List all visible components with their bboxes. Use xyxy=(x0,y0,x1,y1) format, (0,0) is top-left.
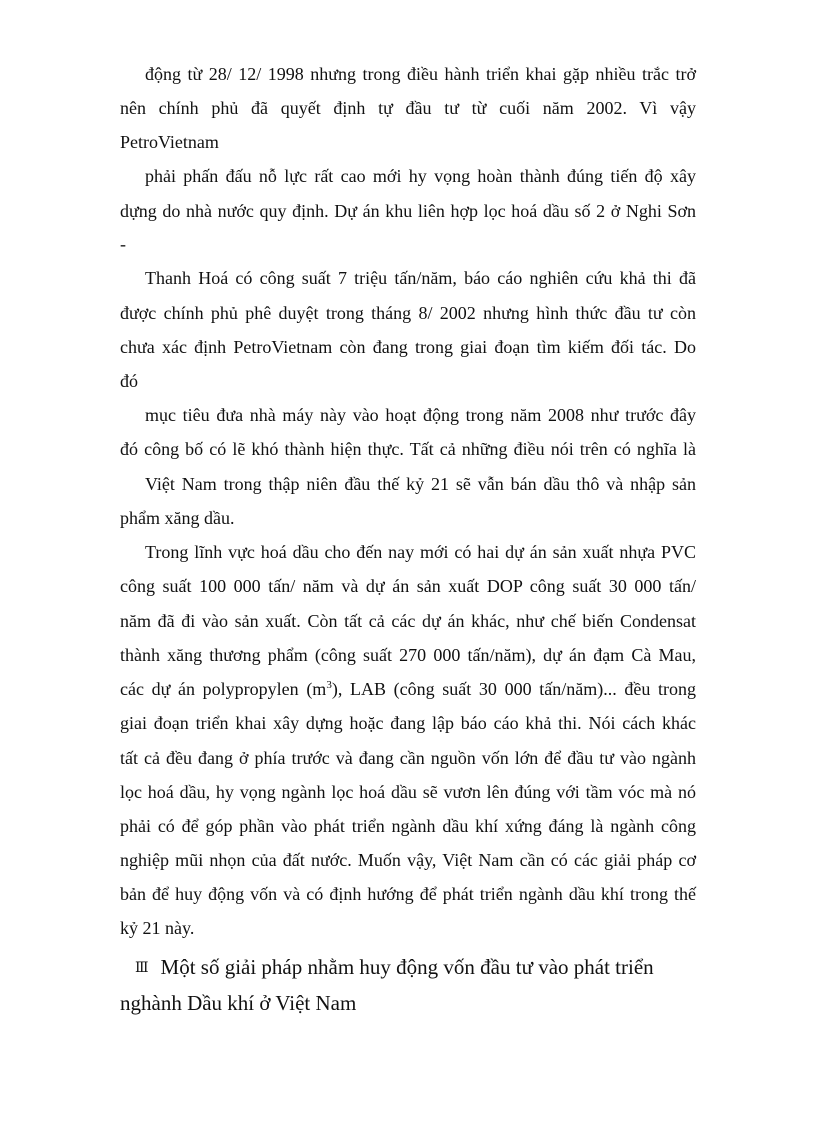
text-line: động từ 28/ 12/ 1998 nhưng trong điều hành triển khai gặp nhiều trắc trở xyxy=(145,64,696,84)
text-line: tất cả đều đang ở phía trước và đang cần nguồn vốn lớn để đầu tư vào ngành xyxy=(120,748,696,768)
text-line: - xyxy=(120,234,126,254)
section-number: Ⅲ xyxy=(135,961,149,976)
text-line: năm đã đi vào sản xuất. Còn tất cả các dự án khác, như chế biến Condensat xyxy=(120,611,696,631)
section-heading xyxy=(135,953,711,983)
text-line: phẩm xăng dầu. xyxy=(120,508,235,528)
section-heading-line1: Một số giải pháp nhằm huy động vốn đầu tư vào phát triển xyxy=(160,955,654,979)
text-line: Thanh Hoá có công suất 7 triệu tấn/năm, báo cáo nghiên cứu khả thi đã xyxy=(145,268,696,288)
text-line: Trong lĩnh vực hoá dầu cho đến nay mới có hai dự án sản xuất nhựa PVC xyxy=(145,542,696,562)
section-heading-line2: nghành Dầu khí ở Việt Nam xyxy=(120,991,357,1015)
text-line: phải phấn đấu nỗ lực rất cao mới hy vọng hoàn thành đúng tiến độ xây xyxy=(145,166,696,186)
text-segment: ), LAB (công suất 30 000 tấn/năm)... đều trong xyxy=(331,679,697,699)
text-segment: các dự án polypropylen (m xyxy=(120,679,327,699)
text-line: giai đoạn triển khai xây dựng hoặc đang lập báo cáo khả thi. Nói cách khác xyxy=(120,713,696,733)
text-line: dựng do nhà nước quy định. Dự án khu liên hợp lọc hoá dầu số 2 ở Nghi Sơn xyxy=(120,201,696,221)
text-line: kỷ 21 này. xyxy=(120,918,195,938)
text-line: nghiệp mũi nhọn của đất nước. Muốn vậy, Việt Nam cần có các giải pháp cơ xyxy=(120,850,696,870)
text-line: PetroVietnam xyxy=(120,132,219,152)
text-line: mục tiêu đưa nhà máy này vào hoạt động trong năm 2008 như trước đây xyxy=(145,405,696,425)
text-line: đó xyxy=(120,371,138,391)
superscript: 3 xyxy=(326,679,332,691)
text-line: thành xăng thương phẩm (công suất 270 000 tấn/năm), dự án đạm Cà Mau, xyxy=(120,645,696,665)
text-line: bản để huy động vốn và có định hướng để phát triển ngành dầu khí trong thế xyxy=(120,884,696,904)
text-line: chưa xác định PetroVietnam còn đang trong giai đoạn tìm kiếm đối tác. Do xyxy=(120,337,696,357)
text-line: lọc hoá dầu, hy vọng ngành lọc hoá dầu sẽ vươn lên đúng với tầm vóc mà nó xyxy=(120,782,696,802)
text-line: nên chính phủ đã quyết định tự đầu tư từ cuối năm 2002. Vì vậy xyxy=(120,98,696,118)
text-line: đó công bố có lẽ khó thành hiện thực. Tất cả những điều nói trên có nghĩa là xyxy=(120,439,696,459)
text-line: Việt Nam trong thập niên đầu thế kỷ 21 sẽ vẫn bán dầu thô và nhập sản xyxy=(145,474,696,494)
text-line: được chính phủ phê duyệt trong tháng 8/ 2002 nhưng hình thức đầu tư còn xyxy=(120,303,696,323)
text-line: phải có để góp phần vào phát triển ngành dầu khí xứng đáng là ngành công xyxy=(120,816,696,836)
text-line-with-superscript xyxy=(120,677,696,701)
text-line: công suất 100 000 tấn/ năm và dự án sản xuất DOP công suất 30 000 tấn/ xyxy=(120,576,696,596)
